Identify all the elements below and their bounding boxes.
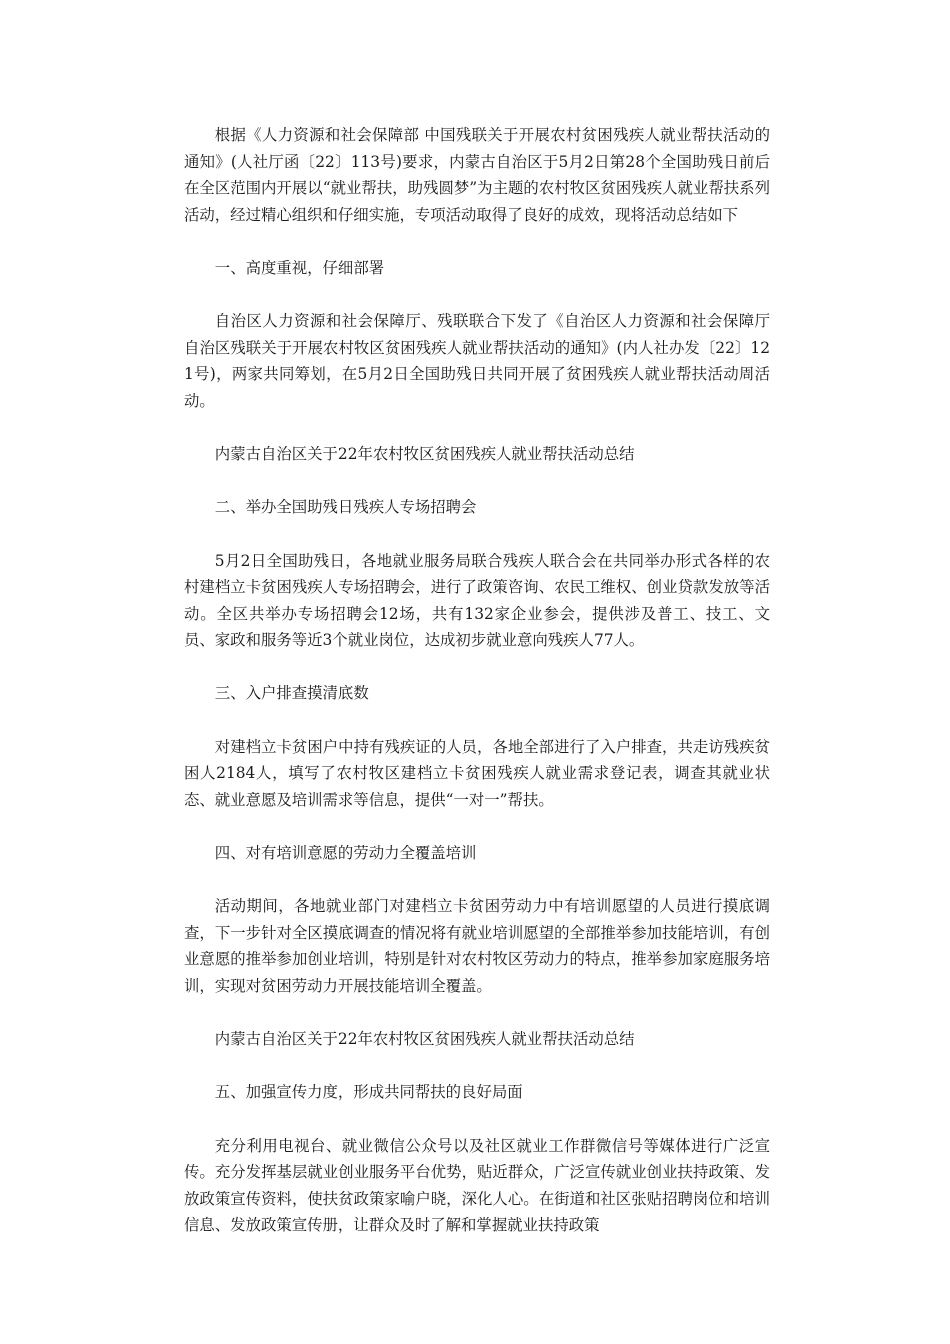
document-body — [184, 122, 770, 1266]
section-1-heading: 一、高度重视，仔细部署 — [214, 258, 385, 277]
repeated-title-1: 内蒙古自治区关于22年农村牧区贫困残疾人就业帮扶活动总结 — [214, 445, 635, 464]
section-4-heading: 四、对有培训意愿的劳动力全覆盖培训 — [214, 844, 477, 863]
repeated-title-2: 内蒙古自治区关于22年农村牧区贫困残疾人就业帮扶活动总结 — [214, 1030, 635, 1049]
section-3-heading: 三、入户排查摸清底数 — [214, 684, 369, 703]
section-1-paragraph: 自治区人力资源和社会保障厅、残联联合下发了《自治区人力资源和社会保障厅 自治区残联关于开展农村牧区贫困残疾人就业帮扶活动的通知》(内人社办发〔22〕121号)，两家共同筹划，在5月2日全国助残日共同开展了贫困残疾人就业帮扶活动周活动。 — [184, 312, 770, 410]
section-2-paragraph: 5月2日全国助残日，各地就业服务局联合残疾人联合会在共同举办形式各样的农村建档立卡贫困残疾人专场招聘会，进行了政策咨询、农民工维权、创业贷款发放等活动。全区共举办专场招聘会12场，共有132家企业参会，提供涉及普工、技工、文员、家政和服务等近3个就业岗位，达成初步就业意向残疾人77人。 — [184, 551, 770, 650]
section-3-paragraph: 对建档立卡贫困户中持有残疾证的人员，各地全部进行了入户排查，共走访残疾贫困人2184人，填写了农村牧区建档立卡贫困残疾人就业需求登记表，调查其就业状态、就业意愿及培训需求等信息，提供“一对一”帮扶。 — [184, 737, 770, 809]
section-5-heading: 五、加强宣传力度，形成共同帮扶的良好局面 — [214, 1083, 523, 1102]
intro-paragraph: 根据《人力资源和社会保障部 中国残联关于开展农村贫困残疾人就业帮扶活动的通知》(人社厅函〔22〕113号)要求，内蒙古自治区于5月2日第28个全国助残日前后在全区范围内开展以“就业帮扶，助残圆梦”为主题的农村牧区贫困残疾人就业帮扶系列活动，经过精心组织和仔细实施，专项活动取得了良好的成效，现将活动总结如下 — [184, 126, 770, 224]
section-2-heading: 二、举办全国助残日残疾人专场招聘会 — [214, 498, 477, 517]
section-4-paragraph: 活动期间，各地就业部门对建档立卡贫困劳动力中有培训愿望的人员进行摸底调查，下一步针对全区摸底调查的情况将有就业培训愿望的全部推举参加技能培训，有创业意愿的推举参加创业培训，特别是针对农村牧区劳动力的特点，推举参加家庭服务培训，实现对贫困劳动力开展技能培训全覆盖。 — [184, 897, 770, 995]
section-5-paragraph: 充分利用电视台、就业微信公众号以及社区就业工作群微信号等媒体进行广泛宣传。充分发挥基层就业创业服务平台优势，贴近群众，广泛宣传就业创业扶持政策、发放政策宣传资料，使扶贫政策家喻户晓，深化人心。在街道和社区张贴招聘岗位和培训信息、发放政策宣传册，让群众及时了解和掌握就业扶持政策 — [184, 1136, 770, 1235]
